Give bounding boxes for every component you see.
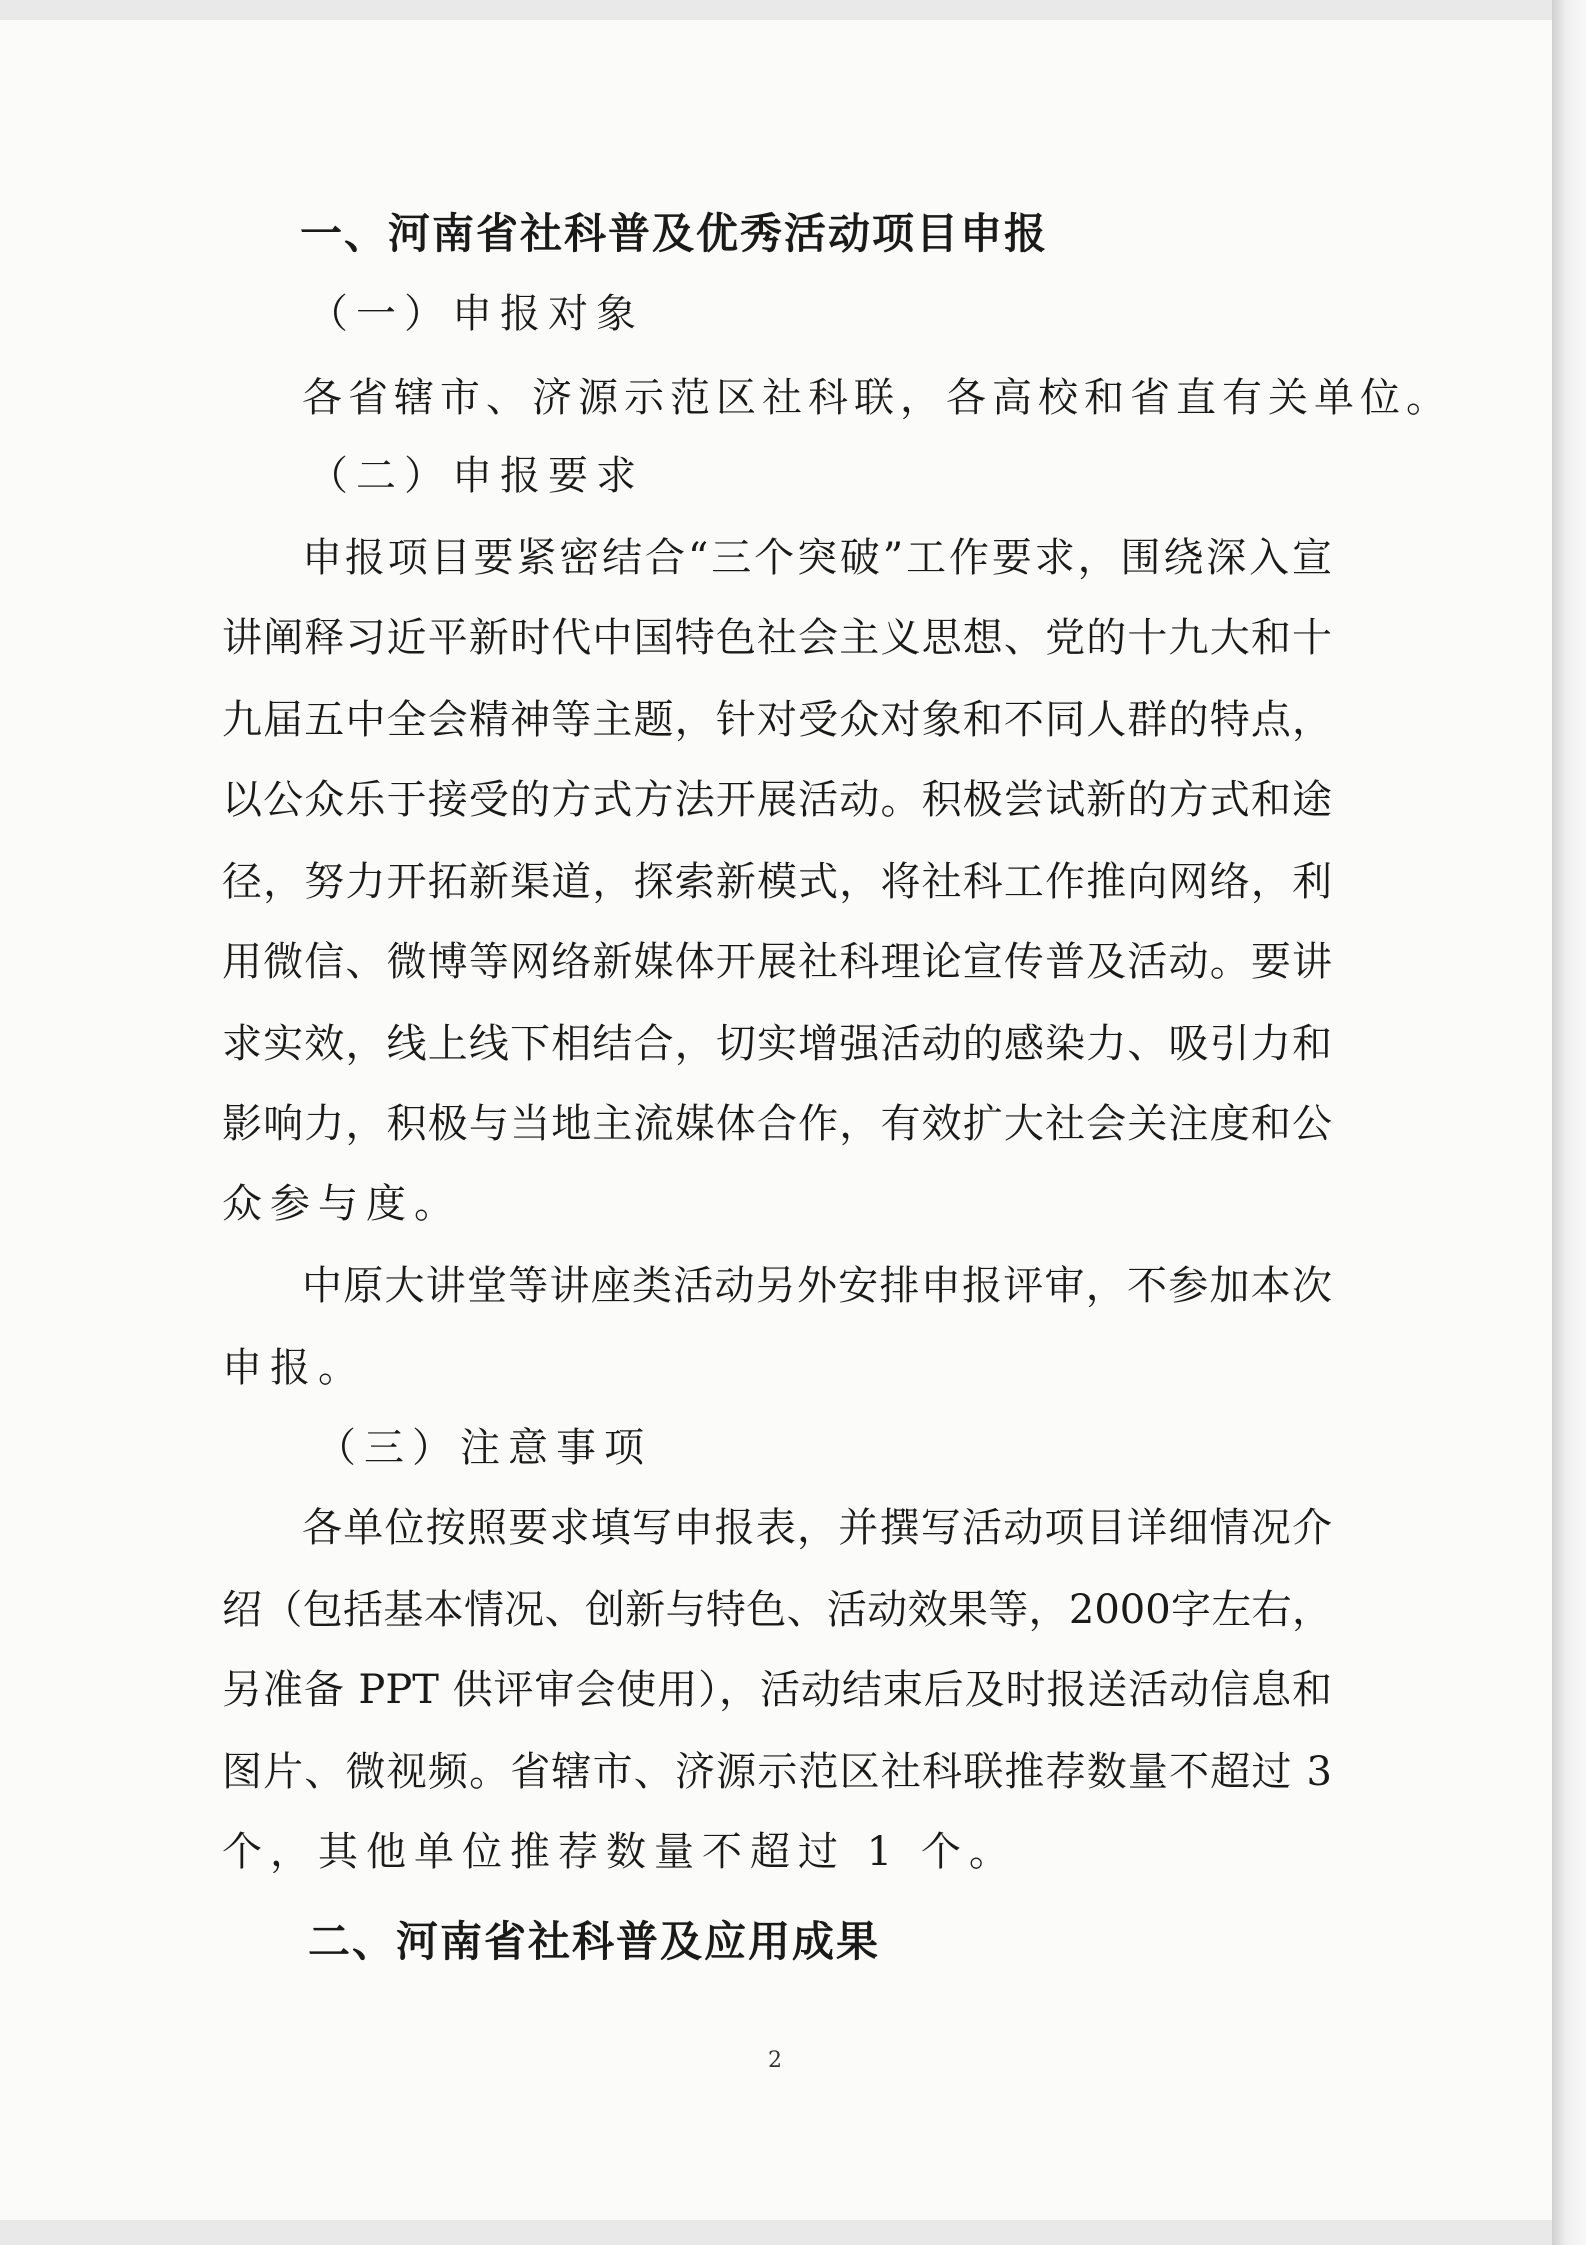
paragraph-line: 图片、微视频。省辖市、济源示范区社科联推荐数量不超过 3 bbox=[222, 1749, 1332, 1795]
paragraph-line: 申报。 bbox=[222, 1345, 366, 1391]
subsection-heading-2: （二）申报要求 bbox=[308, 453, 644, 499]
paragraph-line: 个，其他单位推荐数量不超过 1 个。 bbox=[222, 1829, 1017, 1875]
page-edge-shadow bbox=[1552, 0, 1586, 2245]
paragraph-line: 申报项目要紧密结合“三个突破”工作要求，围绕深入宣 bbox=[302, 535, 1332, 581]
paragraph-line: 以公众乐于接受的方式方法开展活动。积极尝试新的方式和途 bbox=[222, 777, 1332, 823]
paragraph-line: 讲阐释习近平新时代中国特色社会主义思想、党的十九大和十 bbox=[222, 615, 1332, 661]
page-number: 2 bbox=[768, 2048, 782, 2073]
paragraph-line: 各省辖市、济源示范区社科联，各高校和省直有关单位。 bbox=[302, 375, 1452, 421]
paragraph-line: 用微信、微博等网络新媒体开展社科理论宣传普及活动。要讲 bbox=[222, 939, 1332, 985]
paragraph-line: 另准备 PPT 供评审会使用），活动结束后及时报送活动信息和 bbox=[222, 1667, 1332, 1713]
subsection-heading-1: （一）申报对象 bbox=[308, 291, 644, 337]
section-heading-1: 一、河南省社科普及优秀活动项目申报 bbox=[300, 209, 1049, 258]
paragraph-line: 各单位按照要求填写申报表，并撰写活动项目详细情况介 bbox=[302, 1505, 1332, 1551]
paragraph-line: 影响力，积极与当地主流媒体合作，有效扩大社会关注度和公 bbox=[222, 1101, 1332, 1147]
paragraph-line: 中原大讲堂等讲座类活动另外安排申报评审，不参加本次 bbox=[302, 1263, 1332, 1309]
paragraph-line: 众参与度。 bbox=[222, 1181, 462, 1227]
paragraph-line: 绍（包括基本情况、创新与特色、活动效果等，2000字左右， bbox=[222, 1587, 1332, 1633]
paragraph-line: 径，努力开拓新渠道，探索新模式，将社科工作推向网络，利 bbox=[222, 859, 1332, 905]
subsection-heading-3: （三）注意事项 bbox=[316, 1425, 652, 1471]
section-heading-2: 二、河南省社科普及应用成果 bbox=[308, 1917, 881, 1966]
paragraph-line: 求实效，线上线下相结合，切实增强活动的感染力、吸引力和 bbox=[222, 1021, 1332, 1067]
paragraph-line: 九届五中全会精神等主题，针对受众对象和不同人群的特点， bbox=[222, 697, 1332, 743]
